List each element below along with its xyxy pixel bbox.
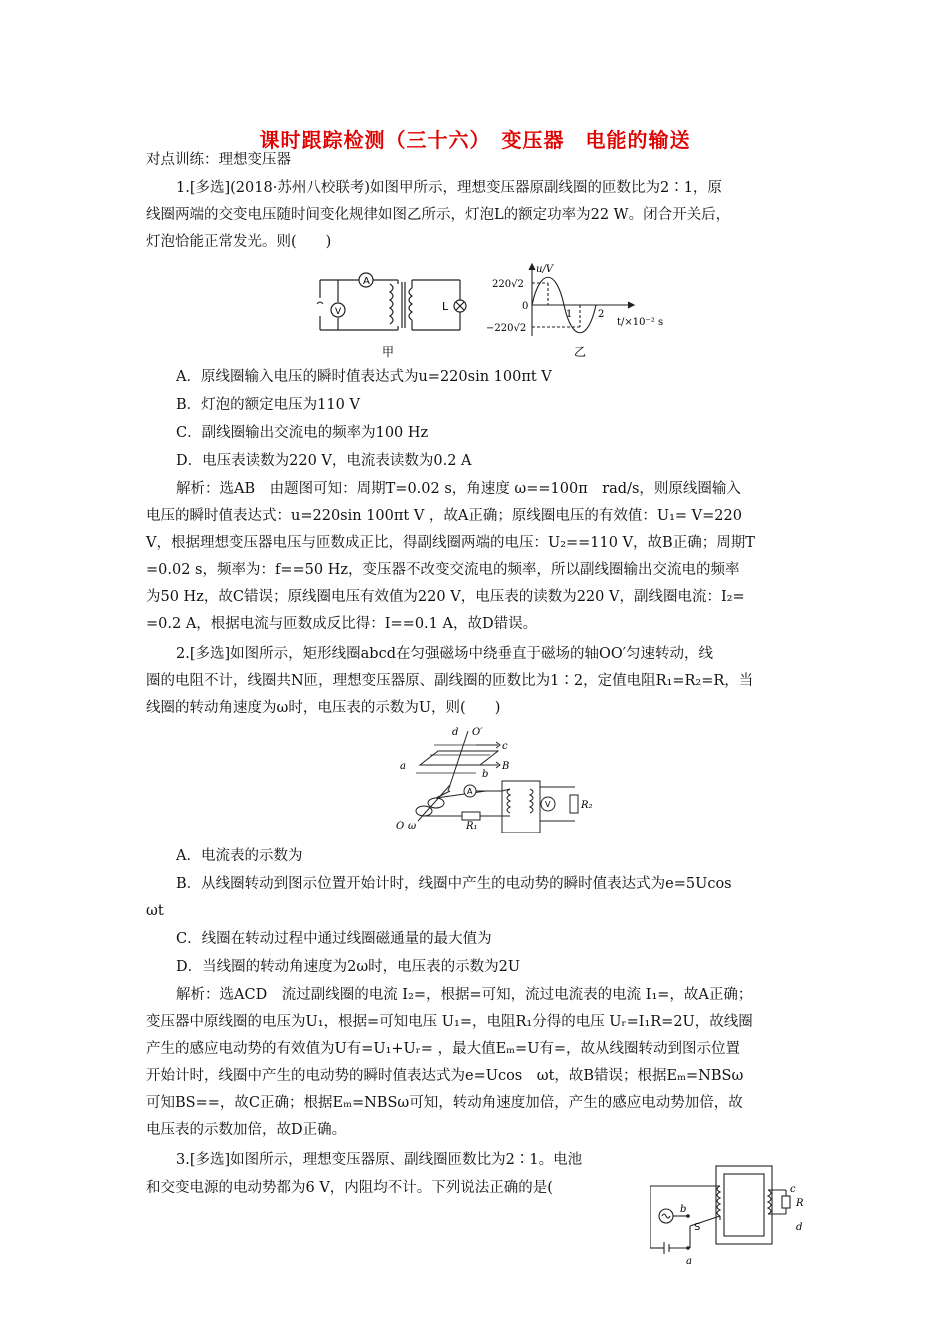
q1-analysis-line: 为50 Hz，故C错误；原线圈电压有效值为220 V，电压表的读数为220 V，副线圈电流：I₂=: [146, 589, 745, 605]
ammeter-label: A: [467, 787, 473, 796]
q2-generator-figure: [390, 725, 610, 833]
q2-option-b-cont: ωt: [146, 903, 164, 919]
label-c: c: [502, 741, 508, 752]
label-o: O: [396, 821, 405, 832]
q2-analysis-line: 变压器中原线圈的电压为U₁，根据=可知电压 U₁=，电阻R₁分得的电压 Uᵣ=I₁R=2U，故线圈: [146, 1014, 753, 1030]
voltmeter-label: V: [335, 307, 342, 317]
graph-min-label: −220√2: [486, 323, 527, 334]
label-d: d: [452, 727, 459, 738]
figure-caption-yi: 乙: [574, 345, 587, 359]
switch-label: S: [694, 1222, 701, 1233]
q2-option-b: B．从线圈转动到图示位置开始计时，线圈中产生的电动势的瞬时值表达式为e=5Ucos: [176, 876, 732, 892]
q1-option-a: A．原线圈输入电压的瞬时值表达式为u=220sin 100πt V: [176, 369, 552, 385]
graph-tick-2: 2: [598, 309, 605, 320]
q3-stem-line: 和交变电源的电动势都为6 V，内阻均不计。下列说法正确的是(: [146, 1180, 553, 1196]
q2-option-a: A．电流表的示数为: [176, 848, 303, 864]
q2-analysis-line: 产生的感应电动势的有效值为U有=U₁+Uᵣ= ，最大值Eₘ=U有=，故从线圈转动到图示位置: [146, 1041, 741, 1057]
label-d: d: [796, 1222, 803, 1233]
q1-option-d: D．电压表读数为220 V，电流表读数为0.2 A: [176, 453, 472, 469]
q1-voltage-graph: [480, 258, 675, 360]
q1-analysis-line: V，根据理想变压器电压与匝数成正比，得副线圈两端的电压：U₂==110 V，故B正确；周期T: [146, 535, 755, 551]
resistor-r1-label: R₁: [466, 821, 478, 832]
q1-stem-line: 线圈两端的交变电压随时间变化规律如图乙所示，灯泡L的额定功率为22 W。闭合开关后，: [146, 207, 731, 223]
voltmeter-label: V: [545, 800, 551, 809]
q2-analysis-line: 可知BS==，故C正确；根据Eₘ=NBSω可知，转动角速度加倍，产生的感应电动势加倍，故: [146, 1095, 743, 1111]
q1-analysis-line: 解析：选AB 由题图可知：周期T=0.02 s，角速度 ω==100π rad/s，则原线圈输入: [176, 481, 741, 497]
q2-option-c: C．线圈在转动过程中通过线圈磁通量的最大值为: [176, 931, 492, 947]
label-a: a: [400, 761, 406, 772]
graph-x-axis-label: t/×10⁻² s: [617, 317, 664, 328]
label-b: b: [482, 769, 489, 780]
label-o-prime: O′: [472, 727, 483, 738]
label-field-b: B: [502, 761, 510, 772]
q3-transformer-figure: [650, 1160, 810, 1270]
graph-max-label: 220√2: [492, 279, 524, 290]
section-heading: 对点训练：理想变压器: [146, 152, 291, 168]
lamp-label: L: [442, 300, 449, 313]
resistor-r2-label: R₂: [581, 800, 593, 811]
q1-circuit-figure: [308, 268, 468, 360]
q1-stem-line: 灯泡恰能正常发光。则( ): [146, 234, 332, 250]
label-omega: ω: [408, 821, 417, 832]
q1-analysis-line: =0.2 A，根据电流与匝数成反比得：I==0.1 A，故D错误。: [146, 616, 538, 632]
graph-tick-1: 1: [566, 309, 573, 320]
q2-analysis-line: 开始计时，线圈中产生的电动势的瞬时值表达式为e=Ucos ωt，故B错误；根据Eₘ=NBSω: [146, 1068, 744, 1084]
q1-option-c: C．副线圈输出交流电的频率为100 Hz: [176, 425, 429, 441]
figure-caption-jia: 甲: [382, 345, 395, 359]
graph-y-axis-label: u/V: [536, 264, 554, 275]
label-c: c: [790, 1184, 796, 1195]
q2-stem-line: 线圈的转动角速度为ω时，电压表的示数为U，则( ): [146, 700, 501, 716]
q2-analysis-line: 解析：选ACD 流过副线圈的电流 I₂=，根据=可知，流过电流表的电流 I₁=，故A正确；: [176, 987, 753, 1003]
q1-stem-line: 1.[多选](2018·苏州八校联考)如图甲所示，理想变压器原副线圈的匝数比为2∶1，原: [176, 180, 722, 196]
resistor-label: R: [796, 1198, 804, 1209]
q1-option-b: B．灯泡的额定电压为110 V: [176, 397, 360, 413]
q2-stem-line: 圈的电阻不计，线圈共N匝，理想变压器原、副线圈的匝数比为1∶2，定值电阻R₁=R₂=R，当: [146, 673, 754, 689]
label-b: b: [680, 1204, 687, 1215]
q2-stem-line: 2.[多选]如图所示，矩形线圈abcd在匀强磁场中绕垂直于磁场的轴OO′匀速转动，线: [176, 646, 714, 662]
ammeter-label: A: [363, 276, 370, 287]
q2-analysis-line: 电压表的示数加倍，故D正确。: [146, 1122, 347, 1138]
label-a: a: [686, 1256, 692, 1267]
q1-analysis-line: 电压的瞬时值表达式：u=220sin 100πt V ，故A正确；原线圈电压的有效值：U₁= V=220: [146, 508, 742, 524]
q3-stem-line: 3.[多选]如图所示，理想变压器原、副线圈匝数比为2∶1。电池: [176, 1152, 583, 1168]
q1-analysis-line: =0.02 s，频率为：f==50 Hz，变压器不改变交流电的频率，所以副线圈输出交流电的频率: [146, 562, 740, 578]
q2-option-d: D．当线圈的转动角速度为2ω时，电压表的示数为2U: [176, 959, 521, 975]
page-title: 课时跟踪检测（三十六） 变压器 电能的输送: [259, 128, 691, 152]
graph-zero-label: 0: [522, 301, 529, 312]
